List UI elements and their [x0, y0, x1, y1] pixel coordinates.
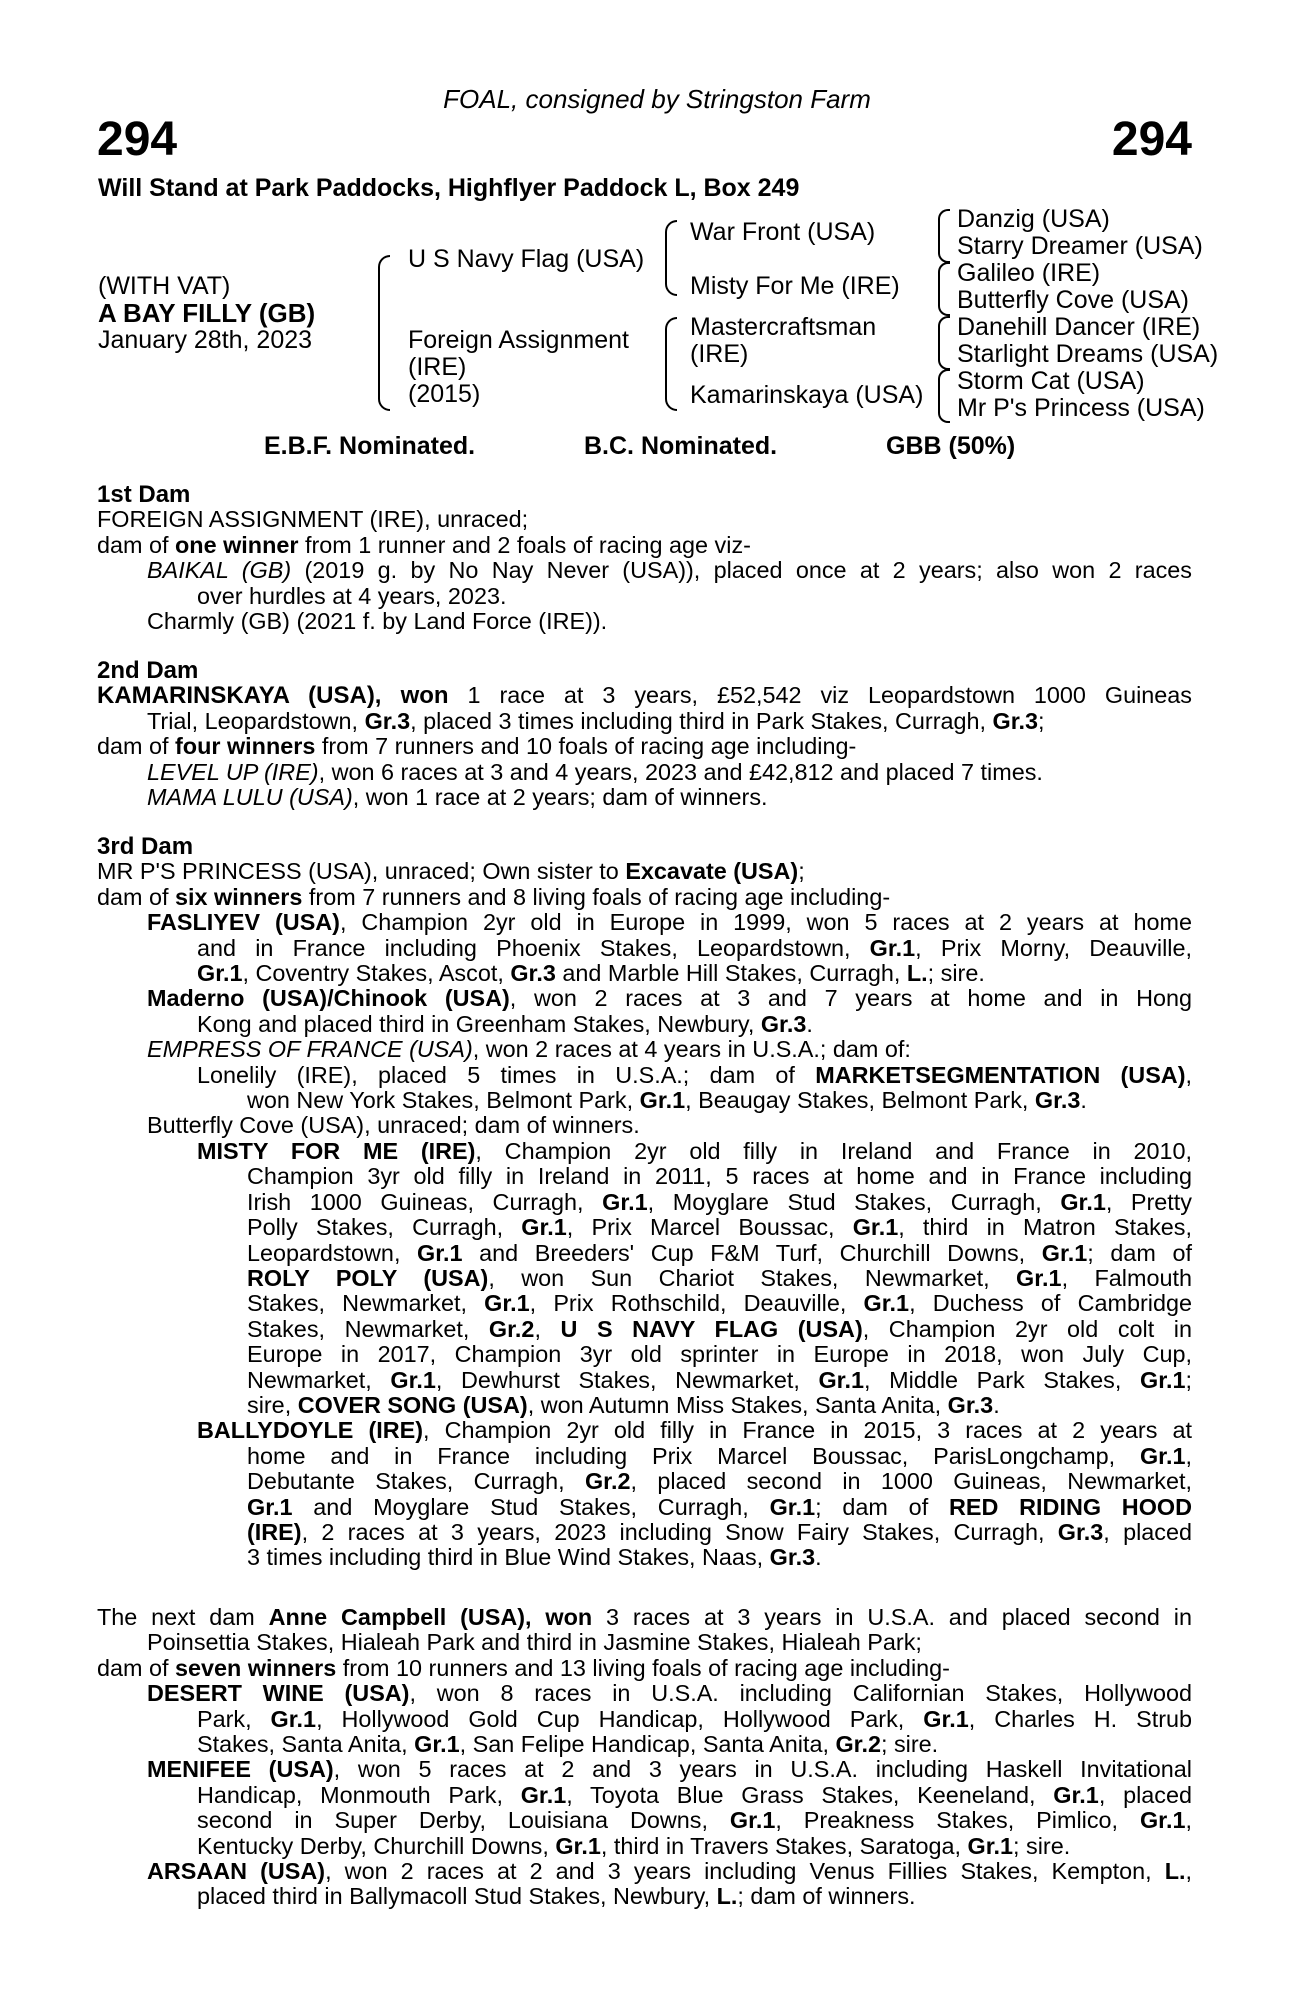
produce-entry-cont: Leopardstown, Gr.1 and Breeders' Cup F&M Turf, Churchill Downs, Gr.1; dam of: [247, 1239, 1192, 1266]
produce-entry: Butterfly Cove (USA), unraced; dam of winners.: [147, 1112, 640, 1139]
pedigree-ggp-8: Mr P's Princess (USA): [957, 394, 1205, 422]
pedigree-ggp-1: Danzig (USA): [957, 205, 1110, 233]
dam-line: FOREIGN ASSIGNMENT (IRE), unraced;: [97, 506, 529, 533]
pedigree-ggp-4: Butterfly Cove (USA): [957, 286, 1190, 314]
produce-entry-cont: Gr.1, Coventry Stakes, Ascot, Gr.3 and Marble Hill Stakes, Curragh, L.; sire.: [197, 960, 985, 987]
produce-entry-cont: placed third in Ballymacoll Stud Stakes, Newbury, L.; dam of winners.: [197, 1883, 916, 1910]
pedigree-dam-dam: Kamarinskaya (USA): [690, 381, 924, 409]
pedigree-brace-ggp3: [938, 316, 950, 370]
produce-entry-cont: sire, COVER SONG (USA), won Autumn Miss Stakes, Santa Anita, Gr.3.: [247, 1391, 1000, 1418]
produce-entry-cont: (IRE), 2 races at 3 years, 2023 including Snow Fairy Stakes, Curragh, Gr.3, placed: [247, 1518, 1192, 1545]
pedigree-ggp-2: Starry Dreamer (USA): [957, 232, 1203, 260]
produce-entry-cont: Kentucky Derby, Churchill Downs, Gr.1, third in Travers Stakes, Saratoga, Gr.1; sire.: [197, 1832, 1071, 1859]
pedigree-sire-dam: Misty For Me (IRE): [690, 272, 900, 300]
produce-entry-cont: over hurdles at 4 years, 2023.: [197, 582, 507, 609]
pedigree-ggp-7: Storm Cat (USA): [957, 367, 1145, 395]
produce-entry: MISTY FOR ME (IRE), Champion 2yr old filly in Ireland and France in 2010,: [197, 1137, 1193, 1164]
dam-produce-summary: dam of six winners from 7 runners and 8 living foals of racing age including-: [97, 883, 891, 910]
produce-entry: FASLIYEV (USA), Champion 2yr old in Europe in 1999, won 5 races at 2 years at home: [147, 909, 1192, 936]
consignment-line: FOAL, consigned by Stringston Farm: [443, 84, 871, 114]
pedigree-sire-sire: War Front (USA): [690, 218, 876, 246]
lot-number-right: 294: [1111, 113, 1192, 166]
pedigree-brace-main: [378, 255, 390, 411]
produce-entry-cont: Irish 1000 Guineas, Curragh, Gr.1, Moyglare Stud Stakes, Curragh, Gr.1, Pretty: [247, 1188, 1193, 1215]
bc-nomination: B.C. Nominated.: [584, 432, 778, 460]
dam-produce-summary: dam of seven winners from 10 runners and 13 living foals of racing age including-: [97, 1654, 950, 1681]
lot-number-left: 294: [97, 113, 178, 166]
produce-entry: Charmly (GB) (2021 f. by Land Force (IRE)).: [147, 608, 608, 635]
produce-entry-cont: Stakes, Santa Anita, Gr.1, San Felipe Handicap, Santa Anita, Gr.2; sire.: [197, 1731, 939, 1758]
pedigree-ggp-3: Galileo (IRE): [957, 259, 1101, 287]
produce-entry-cont: Lonelily (IRE), placed 5 times in U.S.A.; dam of MARKETSEGMENTATION (USA),: [197, 1061, 1192, 1088]
pedigree-sire: U S Navy Flag (USA): [408, 245, 645, 273]
section-heading: 1st Dam: [97, 481, 191, 508]
stabling-location: Will Stand at Park Paddocks, Highflyer Paddock L, Box 249: [98, 174, 800, 202]
pedigree-brace-ggp2: [938, 262, 950, 316]
second-dam-section: [97, 658, 1192, 810]
produce-entry-cont: second in Super Derby, Louisiana Downs, Gr.1, Preakness Stakes, Pimlico, Gr.1,: [197, 1807, 1192, 1834]
produce-entry-cont: Stakes, Newmarket, Gr.1, Prix Rothschild, Deauville, Gr.1, Duchess of Cambridge: [247, 1290, 1192, 1317]
pedigree-ggp-6: Starlight Dreams (USA): [957, 340, 1219, 368]
produce-entry: EMPRESS OF FRANCE (USA), won 2 races at 4 years in U.S.A.; dam of:: [147, 1036, 911, 1063]
pedigree-brace-ggp1: [938, 209, 950, 263]
dam-line-cont: Trial, Leopardstown, Gr.3, placed 3 times including third in Park Stakes, Curragh, Gr.3;: [147, 707, 1045, 734]
dam-line: The next dam Anne Campbell (USA), won 3 races at 3 years in U.S.A. and placed second in: [97, 1604, 1192, 1630]
produce-entry-cont: home and in France including Prix Marcel Boussac, ParisLongchamp, Gr.1,: [247, 1442, 1192, 1469]
produce-entry-cont: 3 times including third in Blue Wind Stakes, Naas, Gr.3.: [247, 1544, 822, 1571]
first-dam-section: [97, 482, 1192, 634]
produce-entry-cont: and in France including Phoenix Stakes, Leopardstown, Gr.1, Prix Morny, Deauville,: [197, 934, 1192, 961]
produce-entry-cont: Champion 3yr old filly in Ireland in 2011, 5 races at home and in France including: [247, 1163, 1192, 1190]
produce-entry: DESERT WINE (USA), won 8 races in U.S.A. including Californian Stakes, Hollywood: [147, 1680, 1192, 1707]
produce-entry-cont: Europe in 2017, Champion 3yr old sprinter in Europe in 2018, won July Cup,: [247, 1341, 1192, 1368]
pedigree-dam: Foreign Assignment (IRE) (2015): [408, 326, 629, 408]
produce-entry: BALLYDOYLE (IRE), Champion 2yr old filly in France in 2015, 3 races at 2 years at: [197, 1417, 1192, 1444]
produce-entry-cont: Handicap, Monmouth Park, Gr.1, Toyota Blue Grass Stakes, Keeneland, Gr.1, placed: [197, 1781, 1192, 1808]
produce-entry-cont: ROLY POLY (USA), won Sun Chariot Stakes, Newmarket, Gr.1, Falmouth: [247, 1264, 1192, 1291]
third-dam-section: [97, 834, 1192, 1571]
produce-entry-cont: Kong and placed third in Greenham Stakes, Newbury, Gr.3.: [197, 1010, 813, 1037]
lot-description: A BAY FILLY (GB): [98, 298, 316, 328]
dam-line: MR P'S PRINCESS (USA), unraced; Own sister to Excavate (USA);: [97, 858, 805, 885]
ebf-nomination: E.B.F. Nominated.: [264, 432, 476, 460]
produce-entry-cont: Gr.1 and Moyglare Stud Stakes, Curragh, Gr.1; dam of RED RIDING HOOD: [247, 1493, 1192, 1520]
produce-entry-cont: Stakes, Newmarket, Gr.2, U S NAVY FLAG (USA), Champion 2yr old colt in: [247, 1315, 1193, 1342]
produce-entry: LEVEL UP (IRE), won 6 races at 3 and 4 years, 2023 and £42,812 and placed 7 times.: [147, 758, 1043, 785]
dam-line: KAMARINSKAYA (USA), won 1 race at 3 years, £52,542 viz Leopardstown 1000 Guineas: [97, 682, 1192, 710]
produce-entry: ARSAAN (USA), won 2 races at 2 and 3 years including Venus Fillies Stakes, Kempton, L.,: [147, 1858, 1193, 1885]
produce-entry-cont: Newmarket, Gr.1, Dewhurst Stakes, Newmarket, Gr.1, Middle Park Stakes, Gr.1;: [247, 1366, 1193, 1393]
pedigree-brace-ggp4: [938, 369, 950, 423]
produce-entry-cont: Debutante Stakes, Curragh, Gr.2, placed second in 1000 Guineas, Newmarket,: [247, 1468, 1192, 1495]
pedigree-brace-sire: [665, 220, 677, 296]
produce-entry-cont: Park, Gr.1, Hollywood Gold Cup Handicap, Hollywood Park, Gr.1, Charles H. Strub: [197, 1705, 1192, 1732]
next-dam-section: [97, 1605, 1192, 1910]
pedigree-dam-sire: Mastercraftsman (IRE): [690, 313, 877, 368]
pedigree-brace-dam: [665, 317, 677, 411]
section-heading: 3rd Dam: [97, 833, 194, 860]
vat-label: (WITH VAT): [98, 272, 231, 300]
dam-produce-summary: dam of one winner from 1 runner and 2 foals of racing age viz-: [97, 531, 751, 558]
dam-line-cont: Poinsettia Stakes, Hialeah Park and third in Jasmine Stakes, Hialeah Park;: [147, 1629, 922, 1656]
section-heading: 2nd Dam: [97, 657, 199, 684]
foaling-date: January 28th, 2023: [98, 326, 313, 354]
pedigree-ggp-5: Danehill Dancer (IRE): [957, 313, 1201, 341]
produce-entry: BAIKAL (GB) (2019 g. by No Nay Never (USA)), placed once at 2 years; also won 2 races: [147, 557, 1192, 584]
dam-produce-summary: dam of four winners from 7 runners and 10 foals of racing age including-: [97, 733, 857, 760]
produce-entry: MENIFEE (USA), won 5 races at 2 and 3 years in U.S.A. including Haskell Invitational: [147, 1756, 1192, 1783]
produce-entry-cont: Polly Stakes, Curragh, Gr.1, Prix Marcel Boussac, Gr.1, third in Matron Stakes,: [247, 1214, 1192, 1241]
produce-entry: Maderno (USA)/Chinook (USA), won 2 races at 3 and 7 years at home and in Hong: [147, 985, 1192, 1012]
gbb-status: GBB (50%): [886, 432, 1016, 460]
produce-entry: MAMA LULU (USA), won 1 race at 2 years; dam of winners.: [147, 784, 768, 811]
produce-entry-cont: won New York Stakes, Belmont Park, Gr.1, Beaugay Stakes, Belmont Park, Gr.3.: [247, 1087, 1087, 1114]
